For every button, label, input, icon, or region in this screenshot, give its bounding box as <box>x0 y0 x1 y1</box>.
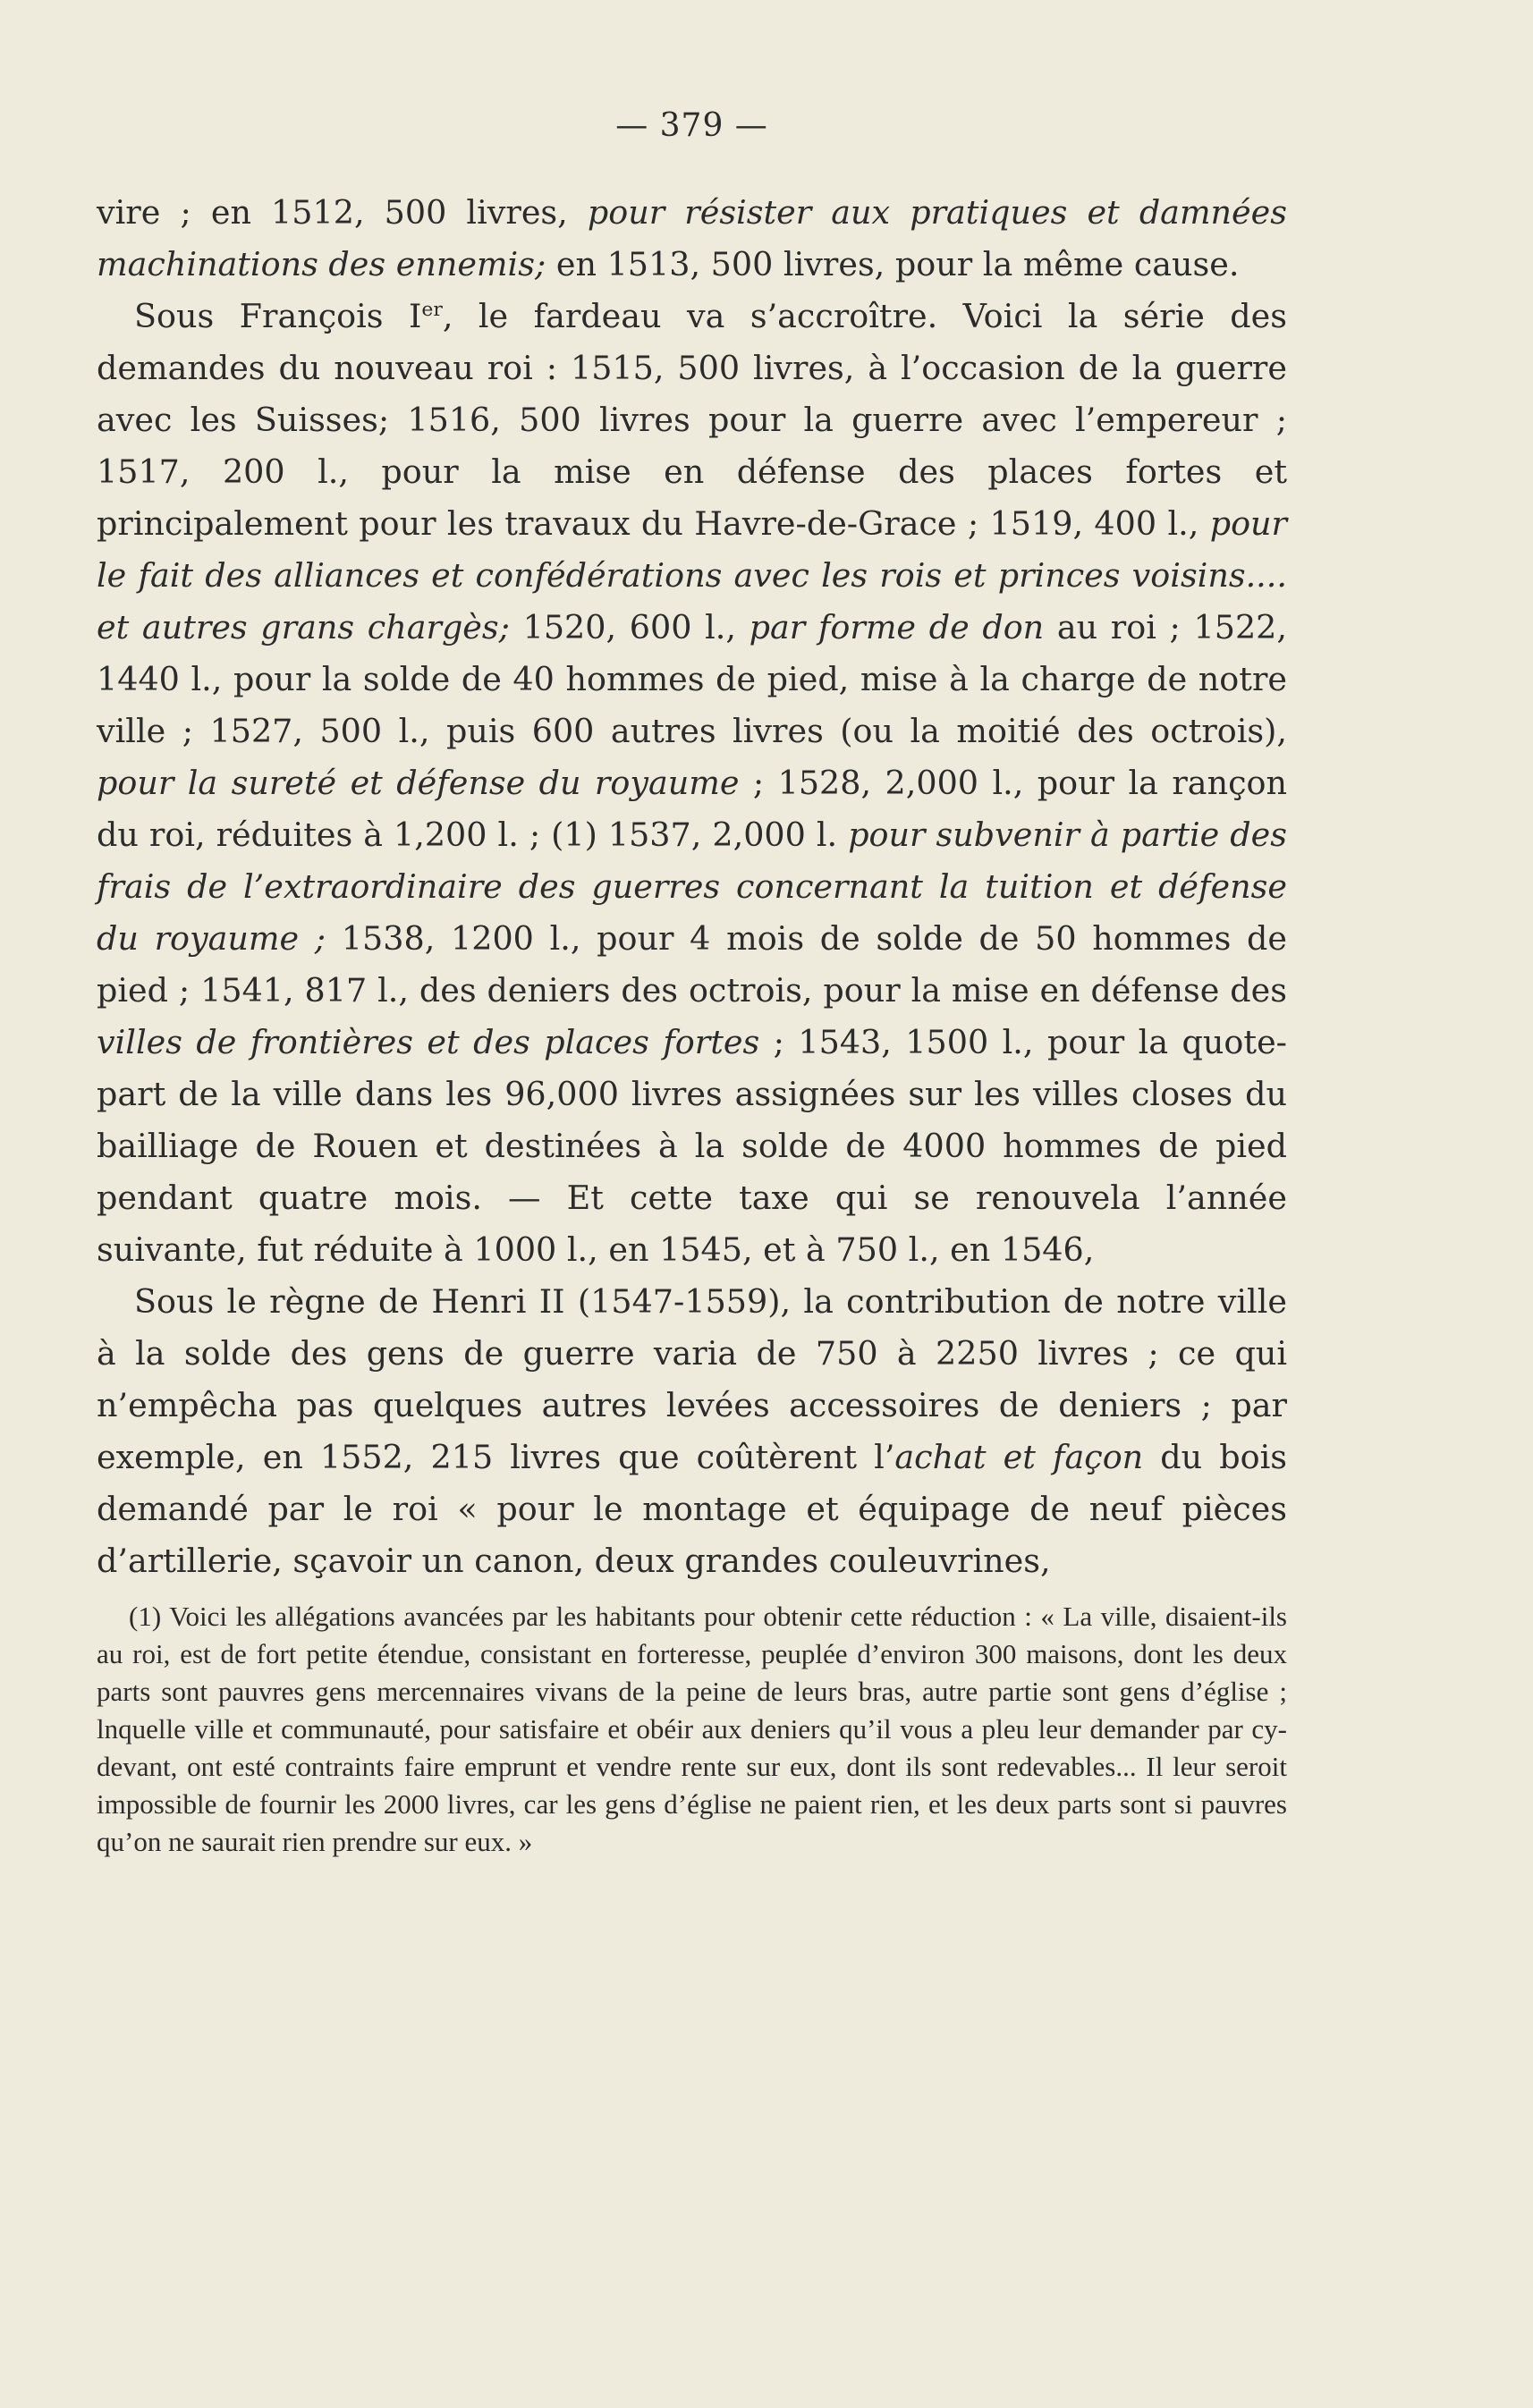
text-run: au roi ; 1522, 1440 l., pour la solde de 40 hommes de pied, mise à la charge de notre ville ; 1527, 500 l., puis 600 autres livres (ou la moitié des octrois), <box>97 608 1287 750</box>
text-run: du bois demandé par le roi « pour le montage et équipage de neuf pièces d’artillerie, sçavoir un canon, deux grandes couleuvrines, <box>97 1438 1287 1580</box>
footnote: (1) Voici les allégations avancées par les habitants pour obtenir cette réduction : « La ville, disaient-ils au roi, est de fort petite étendue, consistant en forteresse, peuplée d’environ 300 maisons, dont les deux parts sont pauvres gens mercennaires vivans de la peine de leurs bras, autre partie sont gens d’église ; lnquelle ville et communauté, pour satisfaire et obéir aux deniers qu’il vous a pleu leur demander par cy-devant, ont esté contraints faire emprunt et vendre rente sur eux, dont ils sont redevables... Il leur seroit impossible de fournir les 2000 livres, car les gens d’église ne paient rien, et les deux parts sont si pauvres qu’on ne saurait rien prendre sur eux. » <box>97 1601 1287 1857</box>
paragraph <box>97 187 1287 291</box>
italic-run: pour résister aux pratiques et damnées machinations des ennemis; <box>97 193 1287 283</box>
text-run: en 1513, 500 livres, pour la même cause. <box>546 245 1240 283</box>
text-run: er <box>421 298 443 321</box>
text-run: vire ; en 1512, 500 livres, <box>97 193 588 232</box>
italic-run: pour subvenir à partie des frais de l’extraordinaire des guerres concernant la tuition et défense du royaume ; <box>97 815 1287 958</box>
paragraph <box>97 291 1287 1276</box>
paragraph <box>97 1276 1287 1587</box>
italic-run: pour la sureté et défense du royaume <box>97 764 740 802</box>
text-run: Sous le règne de Henri II (1547-1559), la contribution de notre ville à la solde des gens de guerre varia de 750 à 2250 livres ; ce qui n’empêcha pas quelques autres levées accessoires de deniers ; par exemple, en 1552, 215 livres que coûtèrent l’ <box>97 1282 1287 1476</box>
text-run: Sous François I <box>134 297 422 335</box>
main-text <box>97 187 1287 1587</box>
page-number: — 379 — <box>615 107 768 144</box>
italic-run: villes de frontières et des places fortes <box>97 1023 760 1061</box>
text-run: 1520, 600 l., <box>509 608 750 646</box>
text-run: , le fardeau va s’accroître. Voici la série des demandes du nouveau roi : 1515, 500 livres, à l’occasion de la guerre avec les Suisses; 1516, 500 livres pour la guerre avec l’empereur ; 1517, 200 l., pour la mise en défense des places fortes et principalement pour les travaux du Havre-de-Grace ; 1519, 400 l., <box>97 297 1287 543</box>
text-run: 1538, 1200 l., pour 4 mois de solde de 50 hommes de pied ; 1541, 817 l., des deniers des octrois, pour la mise en défense des <box>97 919 1288 1010</box>
text-run: ; 1528, 2,000 l., pour la rançon du roi, réduites à 1,200 l. ; (1) 1537, 2,000 l. <box>97 764 1287 854</box>
italic-run: par forme de don <box>749 608 1045 646</box>
text-run: ; 1543, 1500 l., pour la quote-part de la ville dans les 96,000 livres assignées sur les villes closes du bailliage de Rouen et destinées à la solde de 4000 hommes de pied pendant quatre mois. — Et cette taxe qui se renouvela l’année suivante, fut réduite à 1000 l., en 1545, et à 750 l., en 1546, <box>97 1023 1288 1269</box>
italic-run: achat et façon <box>894 1438 1144 1476</box>
italic-run: pour le fait des alliances et confédérations avec les rois et princes voisins.... et autres grans chargès; <box>97 504 1287 646</box>
